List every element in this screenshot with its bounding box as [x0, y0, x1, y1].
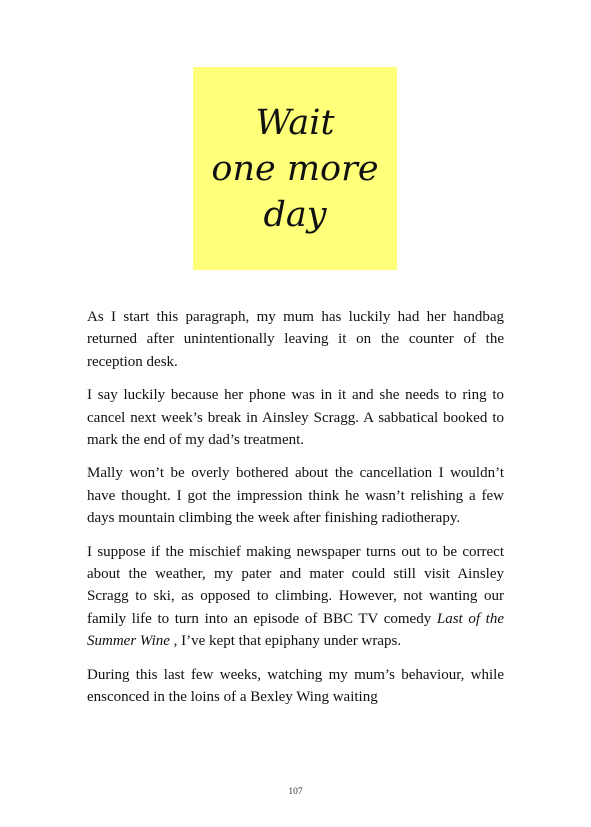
title-box [193, 67, 397, 270]
paragraph-4-text-end: , I’ve kept that epiphany under wraps. [169, 633, 402, 650]
title-line-2: one more [211, 148, 379, 189]
title-line-1: Wait [255, 102, 335, 143]
paragraph-3: Mally won’t be overly bothered about the cancellation I wouldn’t have thought. I got the impression think he wasn’t relishing a few days mountain climbing the week after finishing radiotherapy. [87, 465, 504, 527]
page-number: 107 [288, 787, 303, 797]
paragraph-4 [87, 541, 504, 653]
paragraph-4-text-start: I suppose if the mischief making newspaper turns out to be correct about the weather, my pater and mater could still visit Ainsley Scragg to ski, as opposed to climbing. However, not wanting our family life to turn into an episode of BBC TV comedy [87, 543, 504, 627]
paragraph-5: During this last few weeks, watching my mum’s behaviour, while ensconced in the loins of a Bexley Wing waiting [87, 666, 504, 706]
paragraph-1: As I start this paragraph, my mum has luckily had her handbag returned after unintentionally leaving it on the counter of the reception desk. [87, 309, 504, 370]
paragraph-2: I say luckily because her phone was in it and she needs to ring to cancel next week’s break in Ainsley Scragg. A sabbatical booked to mark the end of my dad’s treatment. [87, 387, 504, 449]
title-line-3: day [263, 194, 327, 235]
body-text [87, 306, 504, 720]
paragraph-4-show-title: Last of the Summer Wine [87, 610, 504, 650]
